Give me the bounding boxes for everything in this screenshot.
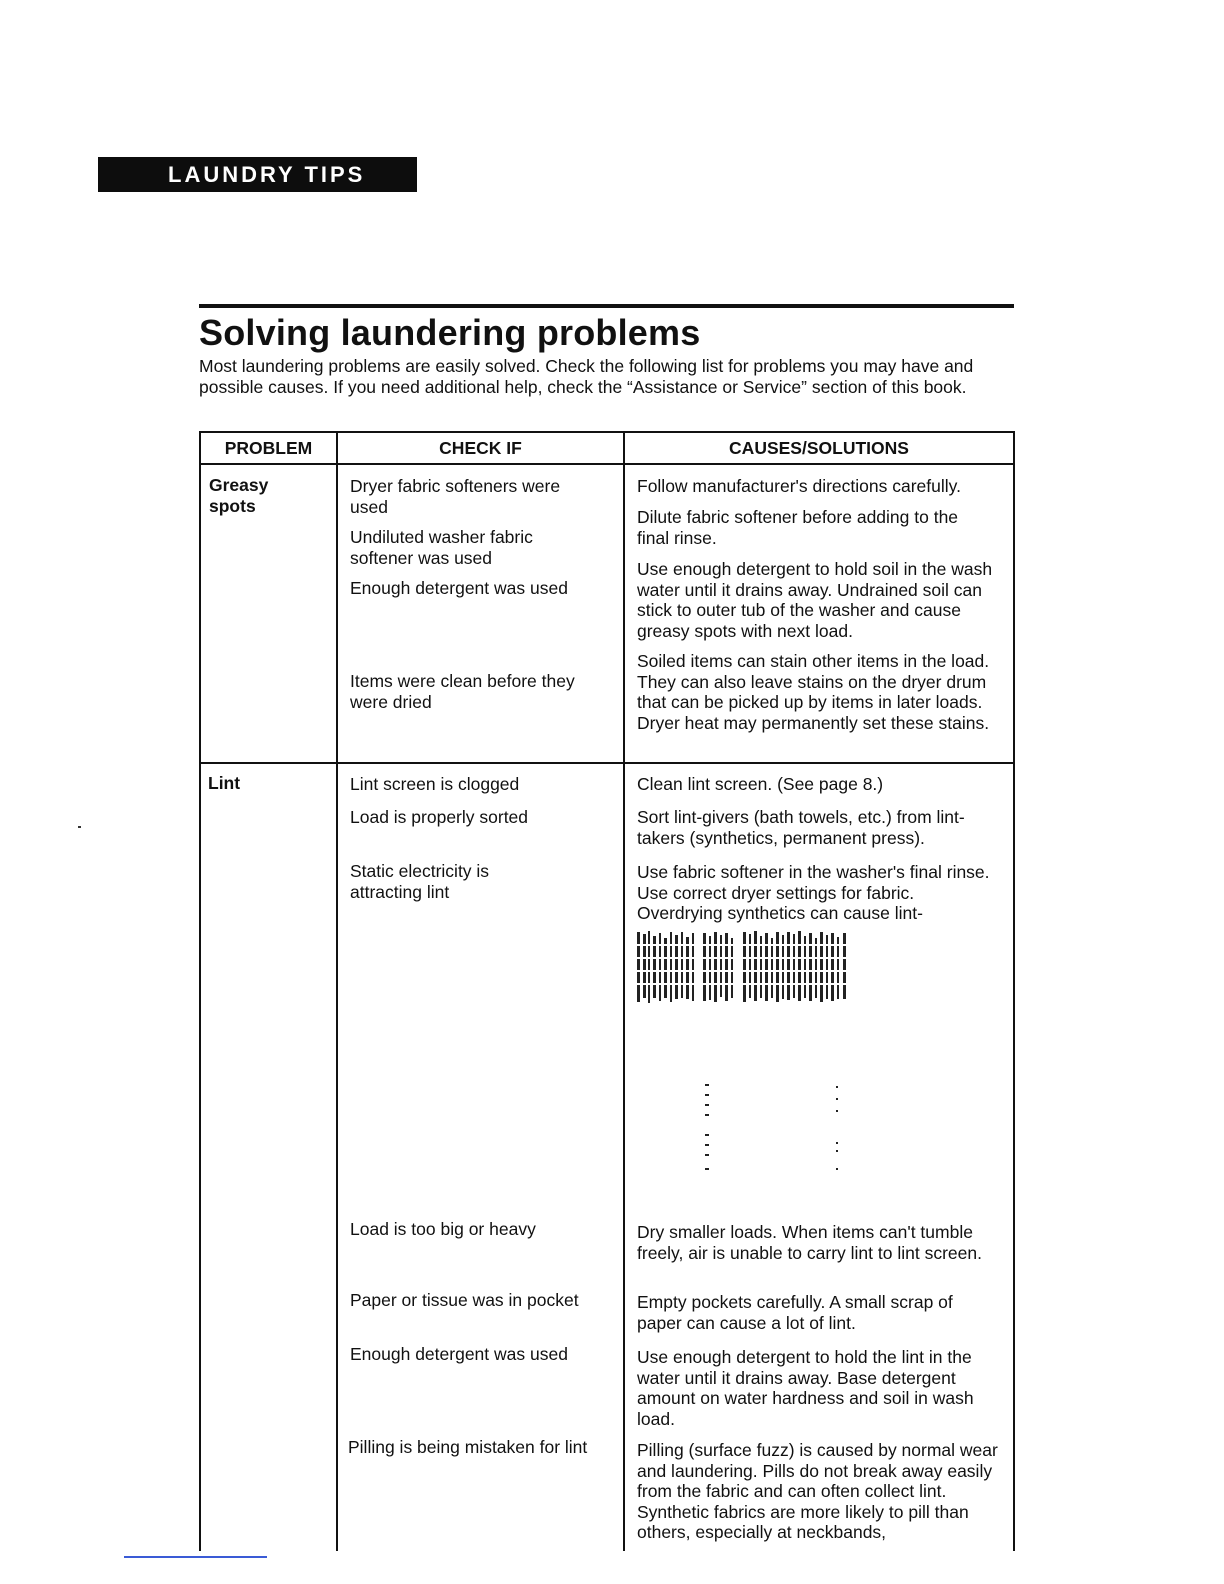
check-lint-6: Enough detergent was used bbox=[350, 1344, 568, 1364]
check-lint-2: Load is properly sorted bbox=[350, 807, 529, 827]
scan-artifact-image bbox=[637, 930, 857, 1012]
problem-lint: Lint bbox=[208, 773, 241, 793]
cause-lint-2: Sort lint-givers (bath towels, etc.) from lint-takers (synthetics, permanent press). bbox=[637, 807, 965, 848]
cause-lint-5: Empty pockets carefully. A small scrap of paper can cause a lot of lint. bbox=[637, 1292, 953, 1333]
footer-link-underline bbox=[124, 1556, 267, 1558]
page-title: Solving laundering problems bbox=[199, 312, 701, 353]
check-greasy-3: Enough detergent was used bbox=[350, 578, 568, 598]
cause-greasy-1: Follow manufacturer's directions carefully. bbox=[637, 476, 961, 496]
cause-greasy-3: Use enough detergent to hold soil in the wash water until it drains away. Undrained soil can stick to outer tub of the washer and cause greasy spots with next load. bbox=[637, 559, 993, 641]
check-lint-7: Pilling is being mistaken for lint bbox=[348, 1437, 588, 1457]
title-rule bbox=[199, 304, 1014, 308]
section-tab: LAUNDRY TIPS bbox=[98, 157, 417, 192]
header-divider bbox=[199, 463, 1015, 465]
row-divider bbox=[199, 762, 1015, 764]
scan-speck bbox=[78, 826, 81, 828]
header-check-if: CHECK IF bbox=[439, 438, 522, 458]
cause-greasy-4: Soiled items can stain other items in the load. They can also leave stains on the dryer drum that can be picked up by items in later loads. Dryer heat may permanently set these stains. bbox=[637, 651, 990, 733]
cause-lint-1: Clean lint screen. (See page 8.) bbox=[637, 774, 884, 794]
check-greasy-1: Dryer fabric softeners were used bbox=[350, 476, 561, 517]
cause-lint-6: Use enough detergent to hold the lint in the water until it drains away. Base detergent amount on water hardness and soil in wash load. bbox=[637, 1347, 974, 1429]
check-greasy-2: Undiluted washer fabric softener was used bbox=[350, 527, 533, 568]
scan-dots bbox=[700, 1080, 850, 1176]
intro-paragraph: Most laundering problems are easily solved. Check the following list for problems you may have and possible causes. If you need additional help, check the “Assistance or Service” section of this book. bbox=[199, 356, 974, 397]
header-problem: PROBLEM bbox=[224, 438, 313, 458]
problem-greasy-spots: Greasy spots bbox=[209, 475, 269, 516]
cause-lint-3: Use fabric softener in the washer's final rinse. Use correct dryer settings for fabric. Overdrying synthetics can cause lint- bbox=[637, 862, 990, 923]
check-greasy-4: Items were clean before they were dried bbox=[350, 671, 575, 712]
check-lint-4: Load is too big or heavy bbox=[350, 1219, 536, 1239]
check-lint-5: Paper or tissue was in pocket bbox=[350, 1290, 579, 1310]
cause-greasy-2: Dilute fabric softener before adding to the final rinse. bbox=[637, 507, 959, 548]
cause-lint-7: Pilling (surface fuzz) is caused by normal wear and laundering. Pills do not break away easily from the fabric and can often collect lint. Synthetic fabrics are more likely to pill than others, especially at neckbands, bbox=[637, 1440, 998, 1542]
check-lint-3: Static electricity is attracting lint bbox=[350, 861, 490, 902]
check-lint-1: Lint screen is clogged bbox=[350, 774, 520, 794]
column-divider bbox=[336, 431, 338, 1551]
cause-lint-4: Dry smaller loads. When items can't tumble freely, air is unable to carry lint to lint screen. bbox=[637, 1222, 982, 1263]
header-causes-solutions: CAUSES/SOLUTIONS bbox=[729, 438, 909, 458]
column-divider bbox=[623, 431, 625, 1551]
